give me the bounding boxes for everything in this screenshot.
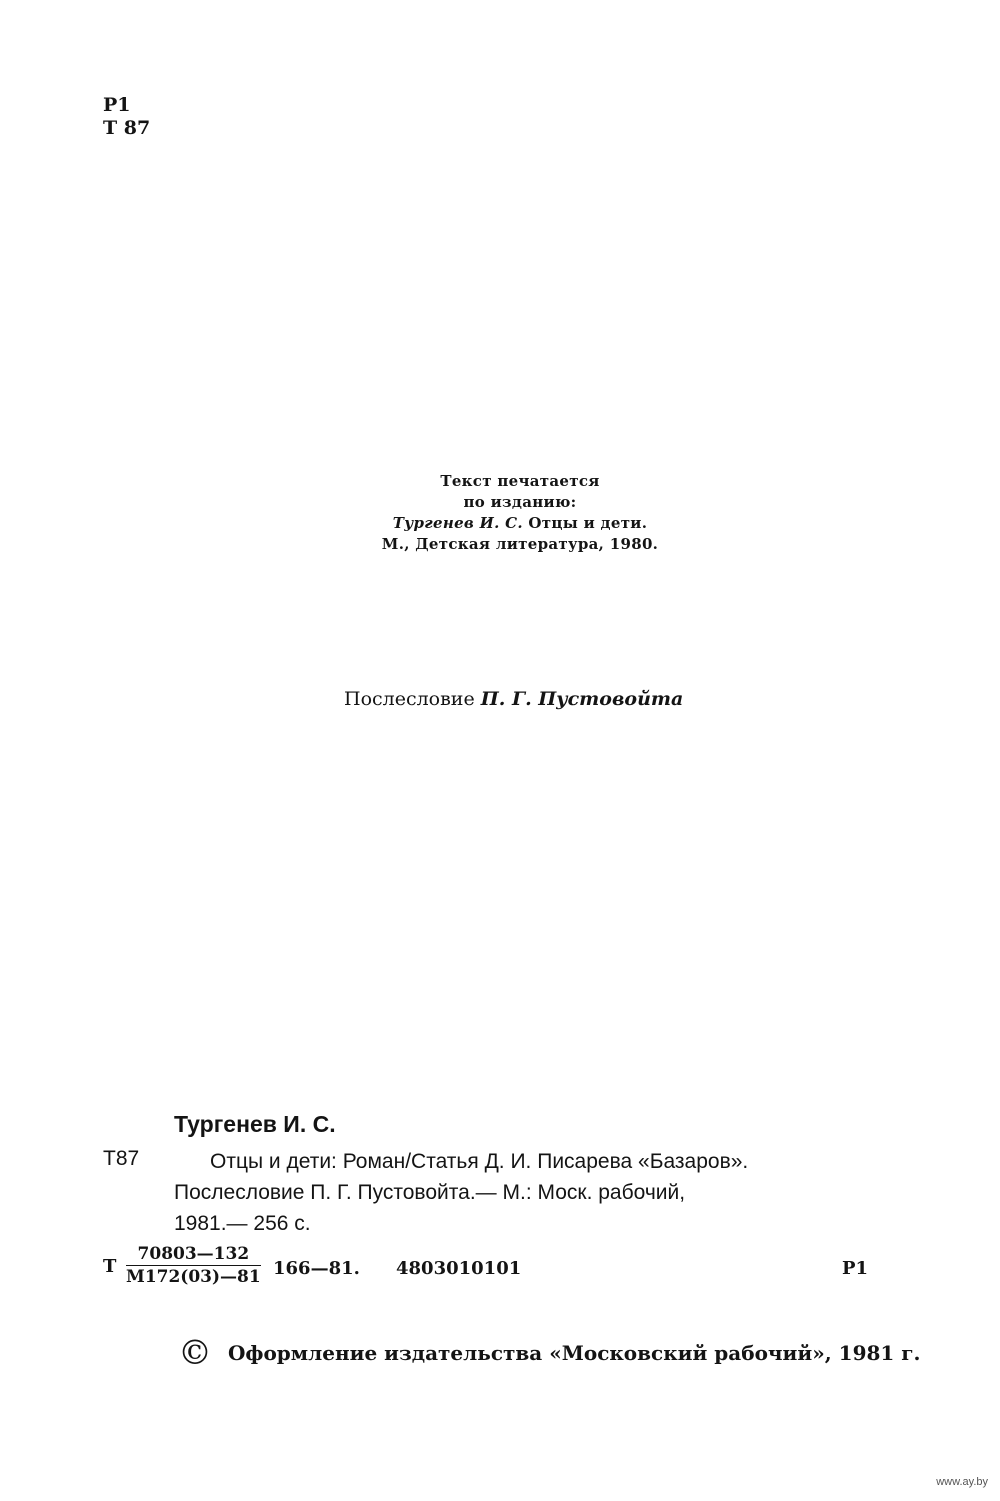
- classification-line-1: Р1: [103, 94, 131, 116]
- index-number: 166—81.: [273, 1258, 360, 1279]
- catalog-description: [174, 1146, 944, 1239]
- source-line-4: М., Детская литература, 1980.: [381, 535, 659, 553]
- index-bbk: Р1: [842, 1258, 869, 1279]
- catalog-desc-line-3: 1981.— 256 с.: [174, 1212, 311, 1235]
- index-numerator: 70803—132: [126, 1244, 261, 1266]
- source-line-1: Текст печатается: [440, 472, 600, 490]
- catalog-desc-line-2: Послесловие П. Г. Пустовойта.— М.: Моск. рабочий,: [174, 1181, 686, 1204]
- catalog-desc-line-1: Отцы и дети: Роман/Статья Д. И. Писарева «Базаров».: [210, 1150, 749, 1173]
- catalog-code: Т87: [103, 1147, 140, 1170]
- watermark: www.ay.by: [936, 1476, 988, 1488]
- classification-code: [103, 94, 150, 140]
- copyright-icon: ©: [178, 1333, 212, 1373]
- catalog-author: Тургенев И. С.: [174, 1111, 336, 1137]
- index-fraction: [126, 1244, 261, 1287]
- index-denominator: М172(03)—81: [126, 1267, 261, 1287]
- copyright-line: [178, 1333, 921, 1373]
- source-title: Отцы и дети.: [522, 514, 648, 532]
- afterword-prefix: Послесловие: [344, 688, 481, 710]
- source-note: [300, 471, 740, 555]
- source-line-2: по изданию:: [463, 493, 577, 511]
- index-letter: Т: [103, 1256, 117, 1277]
- afterword-credit: [344, 688, 683, 710]
- index-isbn-code: 4803010101: [396, 1258, 522, 1279]
- source-line-3: [300, 513, 740, 534]
- afterword-name: П. Г. Пустовойта: [480, 688, 684, 710]
- copyright-text: Оформление издательства «Московский рабочий», 1981 г.: [228, 1341, 921, 1365]
- source-author: Тургенев И. С.: [392, 514, 523, 532]
- classification-line-2: Т 87: [103, 117, 151, 139]
